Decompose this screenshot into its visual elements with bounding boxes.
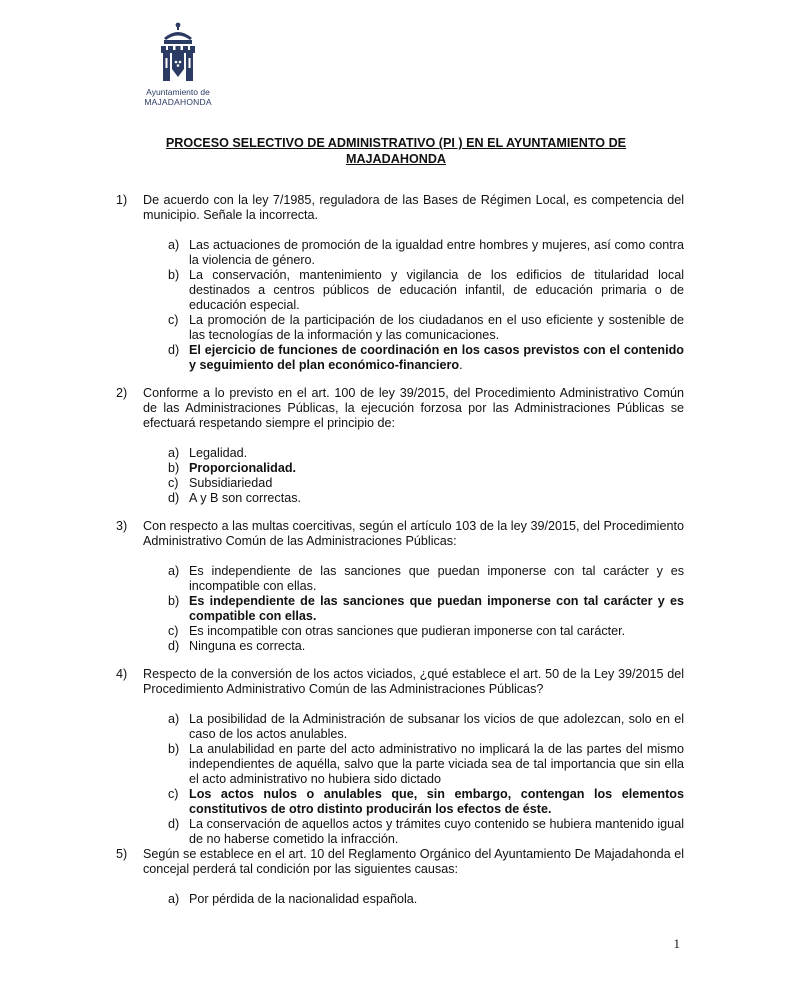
question-number: 3) [116, 519, 128, 533]
option-a: a) Las actuaciones de promoción de la igualdad entre hombres y mujeres, así como contra la violencia de género. [168, 238, 684, 267]
question-number: 4) [116, 667, 128, 681]
question-2-options [116, 446, 684, 506]
question-number: 5) [116, 847, 128, 861]
option-a: a) Legalidad. [168, 446, 248, 460]
page-number: 1 [673, 936, 680, 951]
question-1-options [116, 238, 684, 373]
question-4 [116, 667, 684, 697]
question-text: Con respecto a las multas coercitivas, según el artículo 103 de la ley 39/2015, del Procedimiento Administrativo Común de las Administraciones Públicas: [143, 519, 684, 548]
option-a: a) La posibilidad de la Administración de subsanar los vicios de que adolezcan, solo en el caso de los actos anulables. [168, 712, 684, 741]
question-list [116, 193, 684, 907]
option-d-correct: d) El ejercicio de funciones de coordinación en los casos previstos con el contenido y seguimiento del plan económico-financiero. [168, 343, 684, 372]
crown-tower-emblem-icon [156, 22, 200, 84]
option-c: c) Es incompatible con otras sanciones que pudieran imponerse con tal carácter. [168, 624, 626, 638]
option-c-correct: c) Los actos nulos o anulables que, sin embargo, contengan los elementos constitutivos de otro distinto producirán los efectos de éste. [168, 787, 684, 816]
municipal-logo [130, 22, 226, 107]
question-text: Respecto de la conversión de los actos viciados, ¿qué establece el art. 50 de la Ley 39/2015 del Procedimiento Administrativo Común de las Administraciones Públicas? [143, 667, 684, 696]
option-d: d) A y B son correctas. [168, 491, 301, 505]
question-number: 1) [116, 193, 128, 207]
question-1 [116, 193, 684, 223]
question-4-options [116, 712, 684, 847]
question-text: Según se establece en el art. 10 del Reglamento Orgánico del Ayuntamiento De Majadahonda el concejal perderá tal condición por las siguientes causas: [143, 847, 684, 876]
option-b-correct: b) Proporcionalidad. [168, 461, 297, 475]
option-d: d) Ninguna es correcta. [168, 639, 306, 653]
option-a: a) Es independiente de las sanciones que puedan imponerse con tal carácter y es incompatible con ellas. [168, 564, 684, 593]
option-d: d) La conservación de aquellos actos y trámites cuyo contenido se hubiera mantenido igual de no haberse cometido la infracción. [168, 817, 684, 846]
question-5 [116, 847, 684, 877]
logo-text-line2: MAJADAHONDA [144, 97, 212, 107]
title-line1: PROCESO SELECTIVO DE ADMINISTRATIVO (PI ) EN EL AYUNTAMIENTO DE [165, 136, 627, 150]
question-2 [116, 386, 684, 431]
option-a: a) Por pérdida de la nacionalidad española. [168, 892, 418, 906]
question-text: Conforme a lo previsto en el art. 100 de ley 39/2015, del Procedimiento Administrativo Común de las Administraciones Públicas, la ejecución forzosa por las Administraciones Públicas se efectuará respetando siempre el principio de: [143, 386, 684, 430]
question-3-options [116, 564, 684, 654]
option-b: b) La anulabilidad en parte del acto administrativo no implicará la de las partes del mismo independientes de aquélla, salvo que la parte viciada sea de tal importancia que sin ella el acto administrativo no hubiera sido dictado [168, 742, 684, 786]
option-b-correct: b) Es independiente de las sanciones que puedan imponerse con tal carácter y es compatible con ellas. [168, 594, 684, 623]
option-c: c) La promoción de la participación de los ciudadanos en el uso eficiente y sostenible de las tecnologías de la información y las comunicaciones. [168, 313, 684, 342]
title-line2: MAJADAHONDA [345, 151, 447, 166]
question-number: 2) [116, 386, 128, 400]
question-3 [116, 519, 684, 549]
option-b: b) La conservación, mantenimiento y vigilancia de los edificios de titularidad local destinados a centros públicos de educación infantil, de educación primaria o de educación especial. [168, 268, 684, 312]
document-title [110, 136, 682, 167]
option-c: c) Subsidiariedad [168, 476, 273, 490]
logo-text-line1: Ayuntamiento de [146, 87, 210, 97]
question-5-options [116, 892, 684, 907]
question-text: De acuerdo con la ley 7/1985, reguladora de las Bases de Régimen Local, es competencia del municipio. Señale la incorrecta. [143, 193, 684, 222]
